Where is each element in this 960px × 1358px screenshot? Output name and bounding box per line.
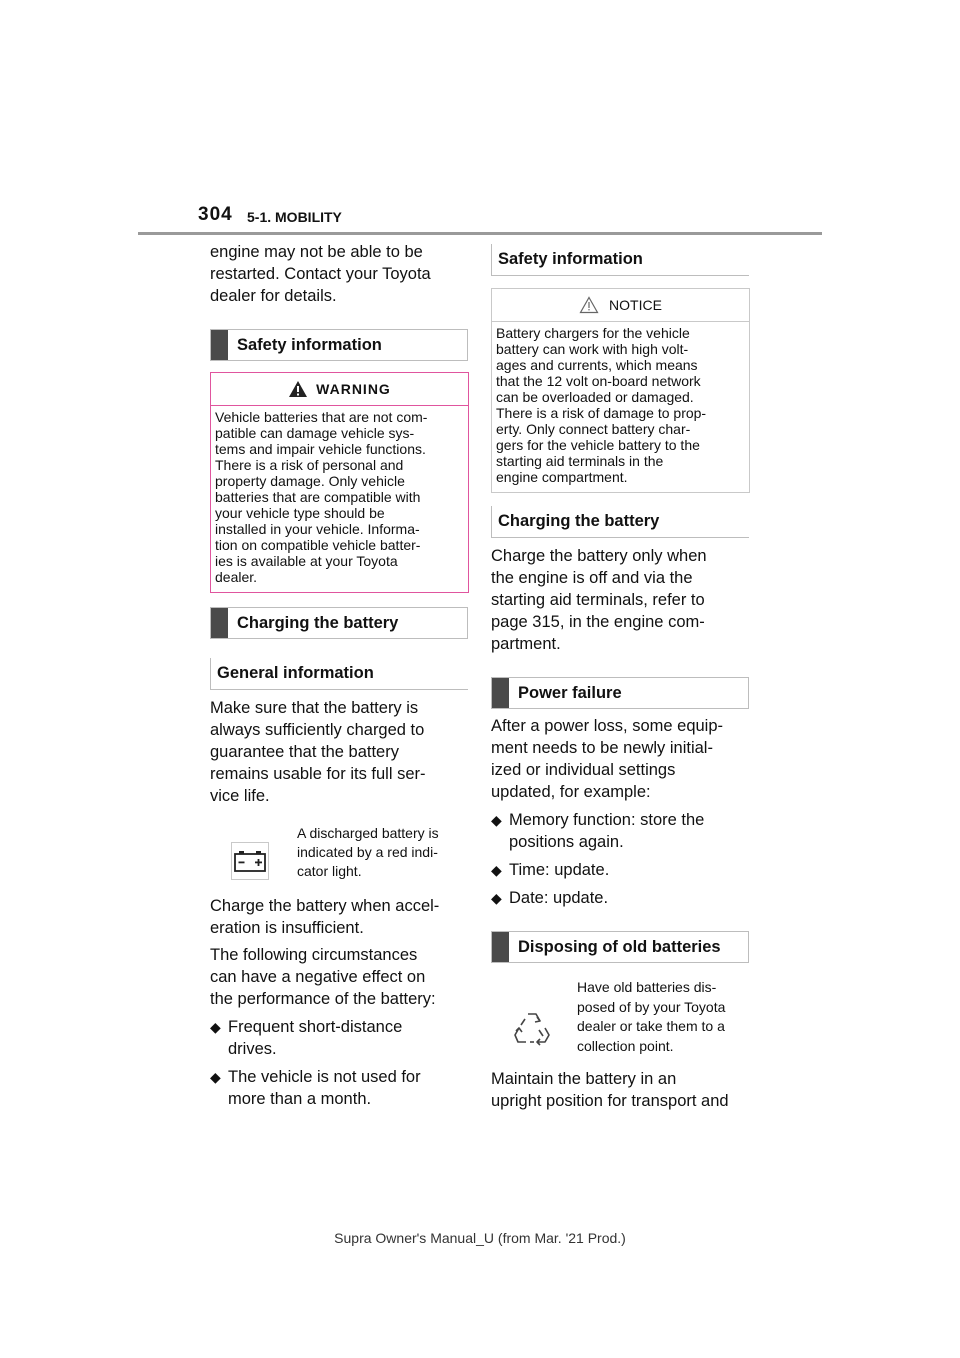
warning-text: Vehicle batteries that are not com- patible can damage vehicle sys- tems and impair vehicle functions. There is a risk of personal and property damage. Only vehicle batteries that are compatible with your vehicle type should be installed in your vehicle. Informa- tion on compatible vehicle batter- ies is available at your Toyota dealer. xyxy=(215,409,428,585)
footer-text: Supra Owner's Manual_U (from Mar. '21 Prod.) xyxy=(334,1230,626,1246)
warning-title: WARNING xyxy=(211,373,468,405)
charge-text: Charge the battery when accel- eration is insufficient. xyxy=(210,897,440,937)
charging-text-block xyxy=(491,545,749,655)
page-number: 304 xyxy=(198,204,233,225)
section-heading-power: Power failure xyxy=(491,677,749,709)
list-item: ◆ Frequent short-distance drives. xyxy=(210,1018,403,1058)
maintain-text-block xyxy=(491,1068,749,1112)
charging-text: Charge the battery only when the engine is off and via the starting aid terminals, refer to page 315, in the engine com- partment. xyxy=(491,547,707,653)
header-rule xyxy=(138,232,822,235)
general-text-block xyxy=(210,697,468,807)
list-item: ◆ The vehicle is not used for more than a month. xyxy=(210,1068,421,1108)
subheading-charging-right: Charging the battery xyxy=(491,506,749,538)
general-text: Make sure that the battery is always sufficiently charged to guarantee that the battery remains usable for its full ser- vice life. xyxy=(210,699,426,805)
recycle-icon xyxy=(512,1008,552,1048)
notice-text: Battery chargers for the vehicle battery can work with high volt- ages and currents, which means that the 12 volt on-board network can be overloaded or damaged. There is a risk of damage to prop- erty. Only connect battery char- gers for the vehicle battery to the starting aid terminals in the engine compartment. xyxy=(496,325,707,485)
circumstances-block xyxy=(210,944,468,1010)
disposing-note: Have old batteries dis- posed of by your Toyota dealer or take them to a collection point. xyxy=(577,979,726,1054)
warning-box xyxy=(210,372,469,593)
list-item: ◆ Date: update. xyxy=(491,889,609,907)
charge-text-block xyxy=(210,895,468,939)
subheading-general: General information xyxy=(210,658,468,690)
warning-triangle-icon xyxy=(288,380,308,398)
section-heading-charging: Charging the battery xyxy=(210,607,468,639)
right-bullet-list xyxy=(491,809,749,909)
battery-icon xyxy=(233,849,267,873)
section-heading-safety: Safety information xyxy=(210,329,468,361)
circumstances-text: The following circumstances can have a negative effect on the performance of the battery: xyxy=(210,946,436,1008)
left-intro xyxy=(210,241,468,307)
notice-box xyxy=(491,288,750,493)
left-bullet-list xyxy=(210,1016,468,1110)
notice-triangle-icon xyxy=(579,296,599,314)
list-item: ◆ Memory function: store the positions again. xyxy=(491,811,705,851)
list-item: ◆ Time: update. xyxy=(491,861,610,879)
power-text-block xyxy=(491,715,749,803)
section-heading-disposing: Disposing of old batteries xyxy=(491,931,749,963)
power-text: After a power loss, some equip- ment needs to be newly initial- ized or individual settings updated, for example: xyxy=(491,717,724,801)
battery-icon-box xyxy=(231,842,269,880)
chapter-title: 5-1. MOBILITY xyxy=(247,209,342,225)
notice-title: NOTICE xyxy=(492,289,749,321)
subheading-safety-right: Safety information xyxy=(491,244,749,276)
intro-text: engine may not be able to be restarted. Contact your Toyota dealer for details. xyxy=(210,243,431,305)
maintain-text: Maintain the battery in an upright position for transport and xyxy=(491,1070,729,1110)
indicator-note: A discharged battery is indicated by a red indi- cator light. xyxy=(297,825,439,879)
